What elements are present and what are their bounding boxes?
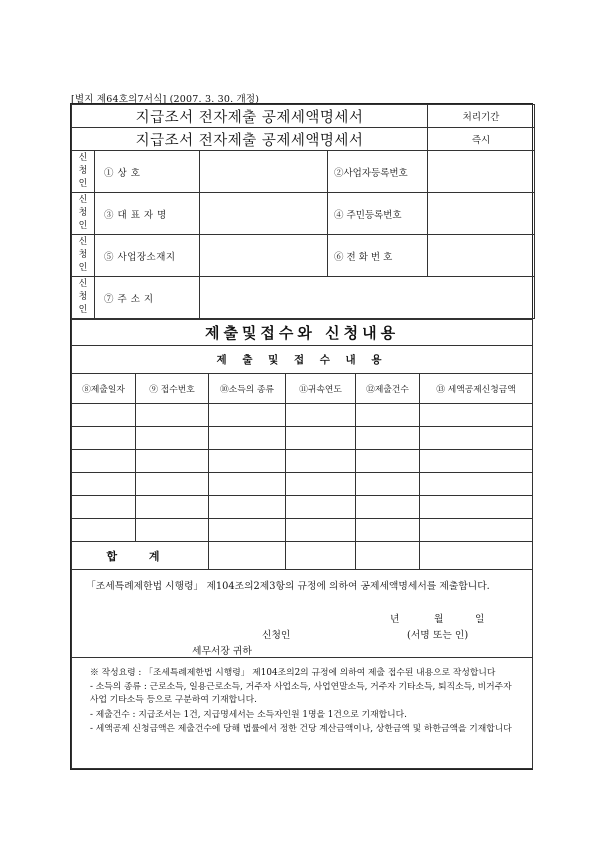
table-row xyxy=(72,496,533,519)
company-name-label: ① 상 호 xyxy=(95,151,200,193)
column-header-submission-date: ⑧제출일자 xyxy=(72,374,136,404)
form-number-header: [별지 제64호의7서식] (2007. 3. 30. 개정) xyxy=(71,94,260,105)
business-number-field[interactable] xyxy=(428,151,535,193)
company-name-field[interactable] xyxy=(200,151,328,193)
applicant-label: 신청인 xyxy=(262,630,291,641)
applicant-side-label: 신 청 인 xyxy=(72,151,95,193)
processing-period-label: 처리기간 xyxy=(428,105,535,128)
representative-field[interactable] xyxy=(200,193,328,235)
phone-number-label: ⑥ 전 화 번 호 xyxy=(328,235,428,277)
form-table xyxy=(71,104,535,319)
column-header-attribution-year: ⑪귀속연도 xyxy=(286,374,356,404)
signature-label: (서명 또는 인) xyxy=(407,630,469,641)
column-header-income-type: ⑩소득의 종류 xyxy=(209,374,286,404)
table-row xyxy=(72,450,533,473)
total-field[interactable] xyxy=(209,542,286,570)
business-number-label: ②사업자등록번호 xyxy=(328,151,428,193)
address-label: ⑦ 주 소 지 xyxy=(95,277,200,319)
applicant-side-label: 신 청 인 xyxy=(72,193,95,235)
total-count-field[interactable] xyxy=(356,542,420,570)
resident-number-label: ④ 주민등록번호 xyxy=(328,193,428,235)
form-title-line1: 지급조서 전자제출 공제세액명세서 xyxy=(72,105,428,128)
tax-office-addressee: 세무서장 귀하 xyxy=(192,646,252,657)
form-title-line2: 지급조서 전자제출 공제세액명세서 xyxy=(72,128,428,151)
phone-number-field[interactable] xyxy=(428,235,535,277)
section-title: 제출및접수와 신청내용 xyxy=(72,320,533,346)
instruction-note: - 세액공제 신청금액은 제출건수에 당해 법률에서 정한 건당 계산금액이나, 상한금액 및 하한금액을 기재합니다 xyxy=(90,723,512,734)
instruction-note: ※ 작성요령 : 「조세특례제한법 시행령」 제104조의2의 규정에 의하여 제출 접수된 내용으로 작성합니다 xyxy=(90,668,496,678)
table-row xyxy=(72,427,533,450)
applicant-side-label: 신 청 인 xyxy=(72,277,95,319)
processing-period-value: 즉시 xyxy=(428,128,535,151)
table-row xyxy=(72,404,533,427)
address-field[interactable] xyxy=(200,277,535,319)
applicant-side-label: 신 청 인 xyxy=(72,235,95,277)
declaration-section xyxy=(72,570,533,658)
business-location-field[interactable] xyxy=(200,235,328,277)
total-amount-field[interactable] xyxy=(420,542,533,570)
submission-table xyxy=(71,319,533,769)
instruction-note: - 소득의 종류 : 근로소득, 일용근로소득, 거주자 사업소득, 사업연말소득, 거주자 기타소득, 퇴직소득, 비거주자 사업 기타소득 등으로 구분하여 기재합니다. xyxy=(90,682,512,706)
column-header-submission-count: ⑫제출건수 xyxy=(356,374,420,404)
date-day-label: 일 xyxy=(475,614,485,625)
instruction-note: - 제출건수 : 지급조서는 1건, 지급명세서는 소득자인원 1명을 1건으로 기재합니다. xyxy=(90,709,407,720)
table-row xyxy=(72,473,533,496)
business-location-label: ⑤ 사업장소재지 xyxy=(95,235,200,277)
representative-label: ③ 대 표 자 명 xyxy=(95,193,200,235)
date-month-label: 월 xyxy=(434,614,444,625)
table-row xyxy=(72,519,533,542)
deduction-statement-form xyxy=(70,103,533,770)
column-header-deduction-amount: ⑬ 세액공제신청금액 xyxy=(420,374,533,404)
declaration-text: 「조세특례제한법 시행령」 제104조의2제3항의 규정에 의하여 공제세액명세서를 제출합니다. xyxy=(86,581,490,592)
date-year-label: 년 xyxy=(390,614,400,625)
subsection-title: 제 출 및 접 수 내 용 xyxy=(72,346,533,374)
total-field[interactable] xyxy=(286,542,356,570)
total-label: 합 계 xyxy=(72,542,209,570)
resident-number-field[interactable] xyxy=(428,193,535,235)
instructions-section xyxy=(72,658,533,769)
column-header-receipt-number: ⑨ 접수번호 xyxy=(136,374,209,404)
